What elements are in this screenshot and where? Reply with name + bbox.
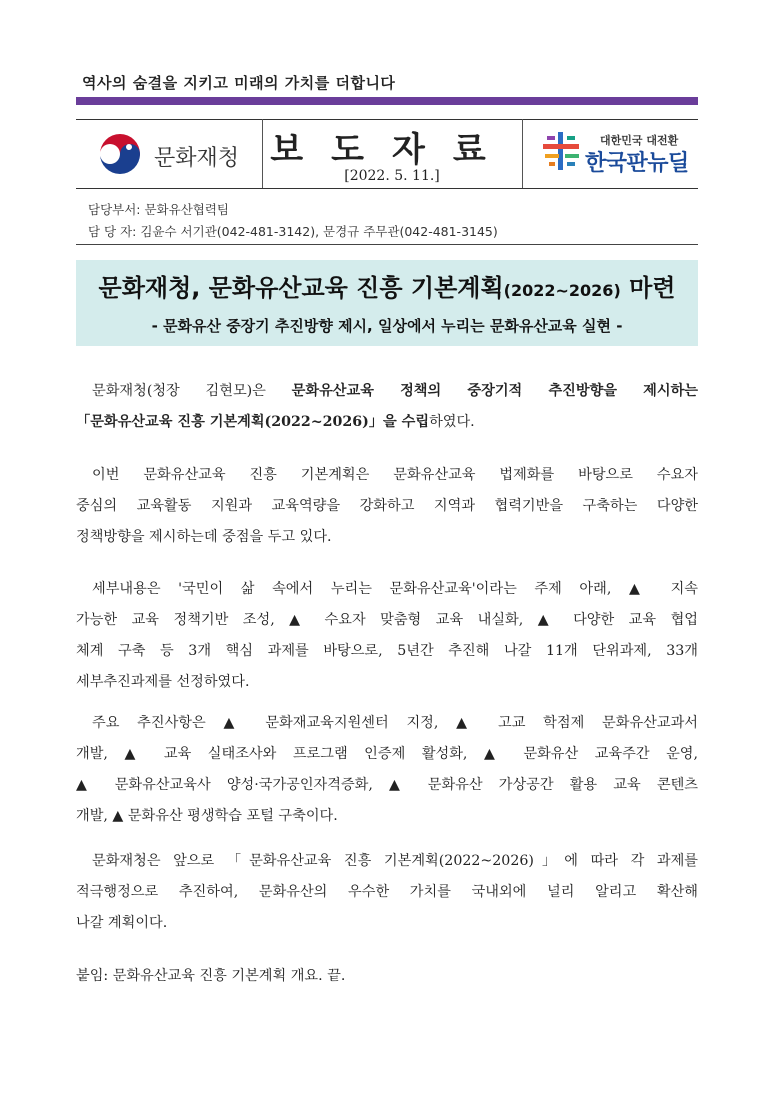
p5-line3: 나갈 계획이다. (76, 915, 168, 931)
p1-line1-a: 문화재청(청장 김현모)은 (92, 383, 292, 399)
accent-bar (76, 97, 698, 105)
p2-line2: 중심의 교육활동 지원과 교육역량을 강화하고 지역과 협력기반을 구축하는 다양한 (76, 498, 698, 514)
press-release-title: 보도자료 (270, 130, 514, 170)
p1-line1-b: 문화유산교육 정책의 중장기적 추진방향을 제시하는 (291, 383, 698, 399)
p2-line3: 정책방향을 제시하는데 중점을 두고 있다. (76, 529, 332, 545)
p2-line1: 이번 문화유산교육 진흥 기본계획은 문화유산교육 법제화를 바탕으로 수요자 (92, 467, 698, 483)
contact-department: 담당부서: 문화유산협력팀 (88, 202, 230, 217)
paragraph-1 (76, 376, 698, 438)
p1-line2-b: 하였다. (429, 414, 475, 430)
p3-line1: 세부내용은 '국민이 삶 속에서 누리는 문화유산교육'이라는 주제 아래, ▲ 지속 (92, 581, 698, 597)
slogan: 역사의 숨결을 지키고 미래의 가치를 더합니다 (82, 74, 396, 92)
paragraph-4 (76, 708, 698, 832)
paragraph-2 (76, 460, 698, 553)
p1-line2-a: 「문화유산교육 진흥 기본계획(2022~2026)」을 수립 (76, 414, 430, 430)
taegeuk-logo-icon (96, 133, 144, 175)
attachment-note (76, 961, 698, 992)
contact-persons: 담 당 자: 김윤수 서기관(042-481-3142), 문경규 주무관(042-481-3145) (88, 224, 498, 239)
p4-line1: 주요 추진사항은 ▲ 문화재교육지원센터 지정, ▲ 고교 학점제 문화유산교과서 (92, 715, 698, 731)
subheadline: - 문화유산 중장기 추진방향 제시, 일상에서 누리는 문화유산교육 실현 - (151, 317, 623, 335)
paragraph-5 (76, 846, 698, 939)
new-deal-name: 한국판뉴딜 (585, 151, 689, 176)
p4-line2: 개발, ▲ 교육 실태조사와 프로그램 인증제 활성화, ▲ 문화유산 교육주간 운영, (76, 746, 698, 762)
header-divider-right (522, 119, 523, 189)
p4-line3: ▲ 문화유산교육사 양성·국가공인자격증화, ▲ 문화유산 가상공간 활용 교육 콘텐츠 (76, 777, 698, 793)
new-deal-tagline: 대한민국 대전환 (600, 134, 679, 147)
headline-main: 문화재청, 문화유산교육 진흥 기본계획 (98, 274, 504, 302)
release-date: [2022. 5. 11.] (344, 168, 440, 184)
attachment-line: 붙임: 문화유산교육 진흥 기본계획 개요. 끝. (76, 968, 346, 984)
contact-rule (76, 244, 698, 245)
p3-line2: 가능한 교육 정책기반 조성, ▲ 수요자 맞춤형 교육 내실화, ▲ 다양한 교육 협업 (76, 612, 698, 628)
p5-line1: 문화재청은 앞으로 「문화유산교육 진흥 기본계획(2022~2026)」에 따라 각 과제를 (92, 853, 698, 869)
new-deal-logo-icon (541, 130, 581, 172)
p3-line3: 체계 구축 등 3개 핵심 과제를 바탕으로, 5년간 추진해 나갈 11개 단위과제, 33개 (76, 643, 698, 659)
org-name: 문화재청 (154, 146, 240, 171)
paragraph-3 (76, 574, 698, 698)
header-top-rule (76, 119, 698, 120)
headline-year: (2022~2026) (503, 281, 621, 300)
headline-tail: 마련 (620, 274, 676, 302)
p5-line2: 적극행정으로 추진하여, 문화유산의 우수한 가치를 국내외에 널리 알리고 확산해 (76, 884, 698, 900)
p3-line4: 세부추진과제를 선정하였다. (76, 674, 250, 690)
headline (76, 268, 698, 303)
header-bottom-rule (76, 188, 698, 189)
p4-line4: 개발, ▲ 문화유산 평생학습 포털 구축이다. (76, 808, 338, 824)
